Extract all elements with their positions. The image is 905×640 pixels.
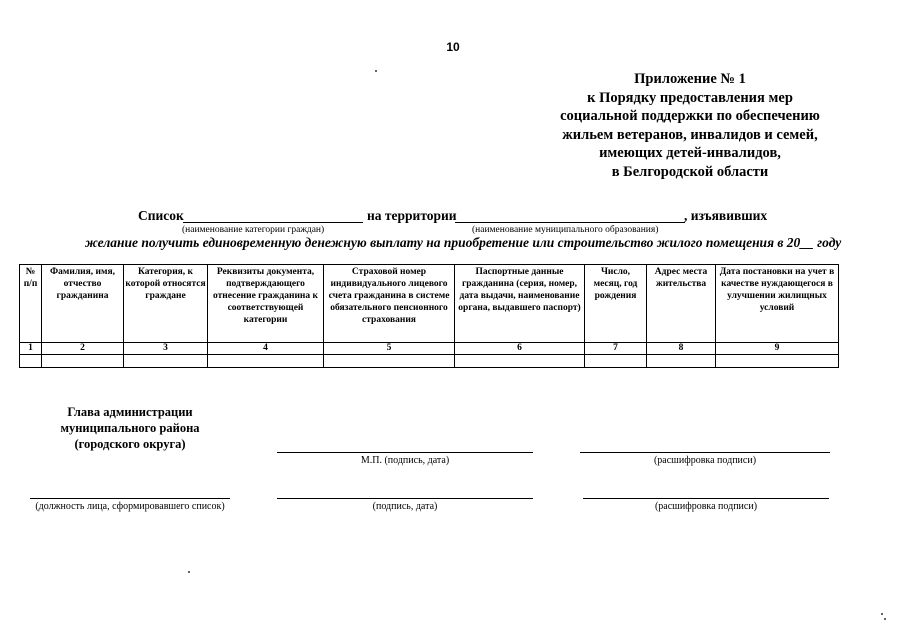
- number-cell: 6: [455, 343, 585, 355]
- empty-cell: [716, 355, 839, 368]
- empty-cell: [208, 355, 324, 368]
- scan-speck: [188, 571, 190, 573]
- category-blank: [183, 222, 363, 223]
- empty-cell: [42, 355, 124, 368]
- position-line: [30, 498, 230, 499]
- header-cell: Реквизиты документа, подтверждающего отнесение гражданина к соответствующей категории: [208, 265, 324, 343]
- appendix-line: жильем ветеранов, инвалидов и семей,: [562, 126, 818, 143]
- header-cell: Паспортные данные гражданина (серия, номер, дата выдачи, наименование органа, выдавшего паспорт): [455, 265, 585, 343]
- empty-cell: [124, 355, 208, 368]
- citizens-table: [19, 264, 839, 368]
- number-cell: 2: [42, 343, 124, 355]
- header-cell: Адрес места жительства: [647, 265, 716, 343]
- territory-word: на территории: [367, 208, 457, 223]
- wish-line: желание получить единовременную денежную выплату на приобретение или строительство жилого помещения в 20__ году: [85, 235, 842, 250]
- header-cell: Категория, к которой относятся граждане: [124, 265, 208, 343]
- municipality-blank: [455, 222, 685, 223]
- number-cell: 8: [647, 343, 716, 355]
- empty-cell: [647, 355, 716, 368]
- appendix-line: к Порядку предоставления мер: [587, 89, 793, 106]
- sign-caption: (подпись, дата): [372, 501, 438, 512]
- appendix-header: [540, 70, 840, 181]
- signature-line: [277, 452, 533, 453]
- header-cell: Число, месяц, год рождения: [585, 265, 647, 343]
- number-cell: 3: [124, 343, 208, 355]
- mp-caption: М.П. (подпись, дата): [360, 455, 450, 466]
- empty-cell: [455, 355, 585, 368]
- list-word: Список: [138, 208, 184, 223]
- table-number-row: [20, 343, 839, 355]
- header-cell: Страховой номер индивидуального лицевого счета гражданина в системе обязательного пенсионного страхования: [324, 265, 455, 343]
- page-number: 10: [446, 40, 460, 54]
- decode-line: [583, 498, 829, 499]
- expressed-word: , изъявивших: [684, 208, 768, 223]
- empty-cell: [585, 355, 647, 368]
- appendix-line: имеющих детей-инвалидов,: [599, 145, 781, 161]
- number-cell: 9: [716, 343, 839, 355]
- category-caption: (наименование категории граждан): [182, 225, 325, 235]
- header-cell: Фамилия, имя, отчество гражданина: [42, 265, 124, 343]
- empty-cell: [324, 355, 455, 368]
- number-cell: 7: [585, 343, 647, 355]
- header-cell: № п/п: [20, 265, 42, 343]
- decode-line: [580, 452, 830, 453]
- scan-speck: [375, 70, 377, 72]
- decode-caption: (расшифровка подписи): [653, 455, 757, 466]
- appendix-line: в Белгородской области: [611, 163, 769, 180]
- number-cell: 4: [208, 343, 324, 355]
- scan-speck: [881, 613, 883, 615]
- signature-line: [277, 498, 533, 499]
- appendix-line: Приложение № 1: [634, 71, 746, 87]
- scan-speck: [884, 618, 886, 620]
- municipality-caption: (наименование муниципального образования): [472, 225, 659, 235]
- number-cell: 5: [324, 343, 455, 355]
- table-header-row: [20, 265, 839, 343]
- head-title: Глава администрации муниципального района (городского округа): [60, 405, 200, 451]
- header-cell: Дата постановки на учет в качестве нуждающегося в улучшении жилищных условий: [716, 265, 839, 343]
- number-cell: 1: [20, 343, 42, 355]
- empty-cell: [20, 355, 42, 368]
- appendix-line: социальной поддержки по обеспечению: [560, 108, 820, 124]
- decode-caption: (расшифровка подписи): [654, 501, 758, 512]
- table-row: [20, 355, 839, 368]
- position-caption: (должность лица, сформировавшего список): [35, 501, 225, 512]
